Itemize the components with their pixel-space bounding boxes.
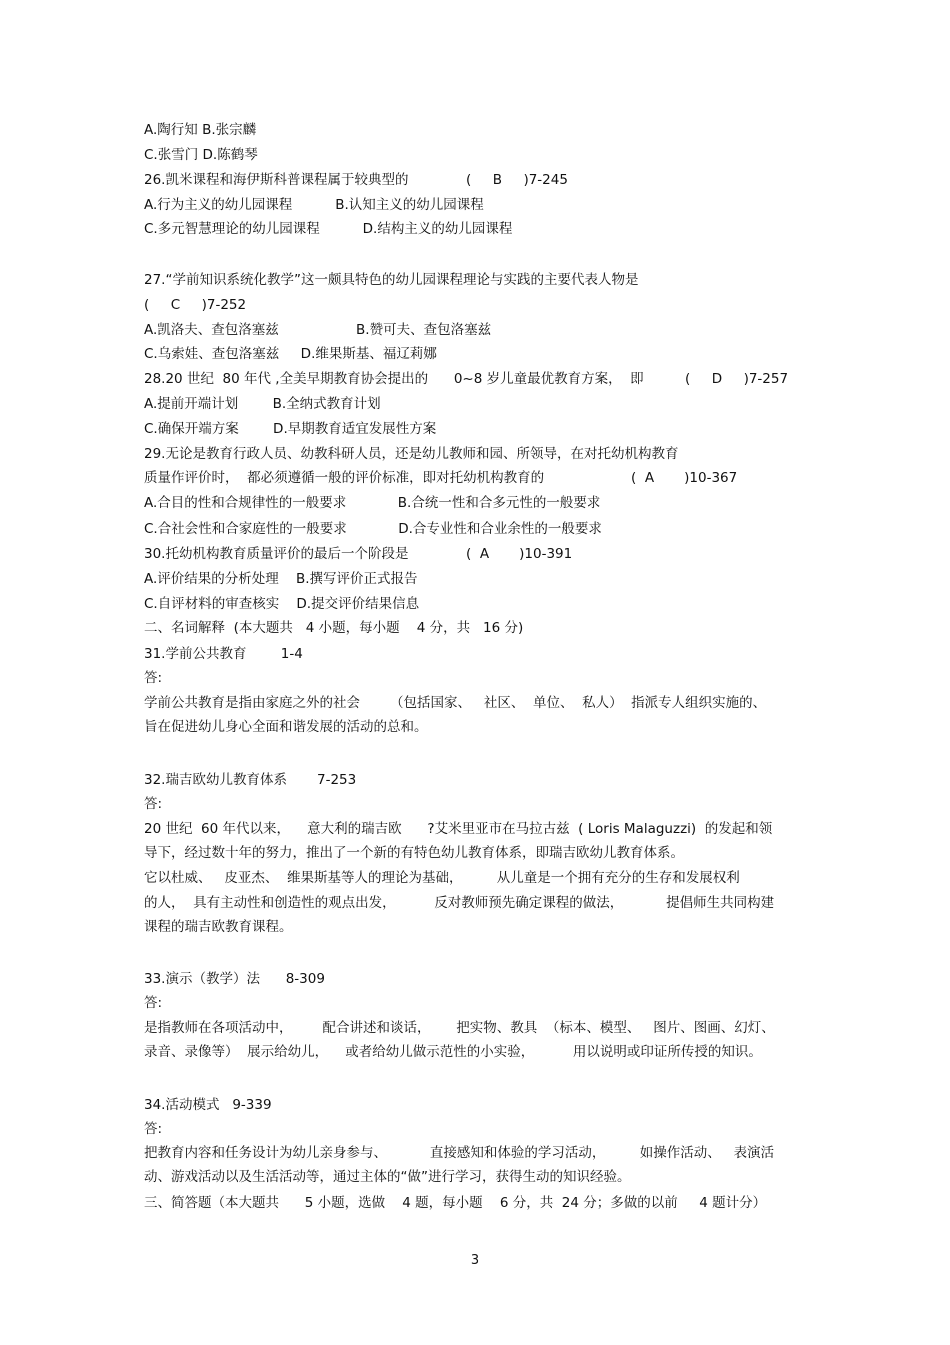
question-28: 28.20 世纪 80 年代 ,全美早期教育协会提出的 0~8 岁儿童最优教育方案， 即 [144,371,644,387]
answer-text: 是指教师在各项活动中， 配合讲述和谈话， 把实物、教具 （标本、模型、 图片、图画、幻灯、 [144,1020,775,1036]
question-29-cont: 质量作评价时， 都必须遵循一般的评价标准，即对托幼机构教育的 [144,470,545,486]
option-line: C.多元智慧理论的幼儿园课程 D.结构主义的幼儿园课程 [144,221,513,237]
option-line: C.自评材料的审查核实 D.提交评价结果信息 [144,596,420,612]
answer-label: 答: [144,995,163,1011]
answer-text: 学前公共教育是指由家庭之外的社会 （包括国家、 社区、 单位、 私人） 指派专人组织实施的、 [144,695,767,711]
answer-text: 它以杜威、 皮亚杰、 维果斯基等人的理论为基础， 从儿童是一个拥有充分的生存和发展权利 [144,870,740,886]
option-line: A.提前开端计划 B.全纳式教育计划 [144,396,381,412]
question-27: 27.“学前知识系统化教学”这一颇具特色的幼儿园课程理论与实践的主要代表人物是 [144,272,639,288]
answer-26: ( B )7-245 [466,172,568,188]
answer-30: ( A )10-391 [466,546,573,562]
section-heading: 二、名词解释 (本大题共 4 小题，每小题 4 分，共 16 分) [144,620,524,636]
answer-label: 答: [144,1121,163,1137]
option-line: A.合目的性和合规律性的一般要求 B.合统一性和合多元性的一般要求 [144,495,601,511]
question-30: 30.托幼机构教育质量评价的最后一个阶段是 [144,546,409,562]
answer-label: 答: [144,670,163,686]
option-line: C.张雪门 D.陈鹤琴 [144,147,258,163]
term-31: 31.学前公共教育 1-4 [144,646,303,662]
answer-label: 答: [144,796,163,812]
term-34: 34.活动模式 9-339 [144,1097,272,1113]
page-number: 3 [470,1253,480,1268]
answer-28: ( D )7-257 [685,371,789,387]
term-32: 32.瑞吉欧幼儿教育体系 7-253 [144,772,357,788]
option-line: C.合社会性和合家庭性的一般要求 D.合专业性和合业余性的一般要求 [144,521,602,537]
question-29: 29.无论是教育行政人员、幼教科研人员，还是幼儿教师和园、所领导，在对托幼机构教育 [144,446,679,462]
option-line: A.陶行知 B.张宗麟 [144,122,257,138]
answer-text: 动、游戏活动以及生活活动等，通过主体的“做”进行学习，获得生动的知识经验。 [144,1169,631,1185]
term-33: 33.演示（教学）法 8-309 [144,971,325,987]
answer-text: 录音、录像等） 展示给幼儿， 或者给幼儿做示范性的小实验， 用以说明或印证所传授的知识。 [144,1044,762,1060]
answer-27: ( C )7-252 [144,297,247,313]
answer-text: 的人， 具有主动性和创造性的观点出发， 反对教师预先确定课程的做法， 提倡师生共同构建 [144,895,775,911]
answer-29: ( A )10-367 [631,470,738,486]
section-heading: 三、简答题（本大题共 5 小题，选做 4 题，每小题 6 分，共 24 分；多做的以前 4 题计分） [144,1195,767,1211]
option-line: A.凯洛夫、查包洛塞兹 B.赞可夫、查包洛塞兹 [144,322,492,338]
answer-text: 把教育内容和任务设计为幼儿亲身参与、 直接感知和体验的学习活动， 如操作活动、 表演活 [144,1145,775,1161]
question-26: 26.凯米课程和海伊斯科普课程属于较典型的 [144,172,409,188]
option-line: A.行为主义的幼儿园课程 B.认知主义的幼儿园课程 [144,197,484,213]
option-line: C.确保开端方案 D.早期教育适宜发展性方案 [144,421,437,437]
option-line: C.乌索娃、查包洛塞兹 D.维果斯基、福辽莉娜 [144,346,437,362]
answer-text: 导下，经过数十年的努力，推出了一个新的有特色幼儿教育体系，即瑞吉欧幼儿教育体系。 [144,845,684,861]
answer-text: 课程的瑞吉欧教育课程。 [144,919,293,935]
option-line: A.评价结果的分析处理 B.撰写评价正式报告 [144,571,418,587]
answer-text: 20 世纪 60 年代以来， 意大利的瑞吉欧 ?艾米里亚市在马拉古兹 ( Loris Malaguzzi) 的发起和领 [144,821,773,837]
answer-text: 旨在促进幼儿身心全面和谐发展的活动的总和。 [144,719,428,735]
